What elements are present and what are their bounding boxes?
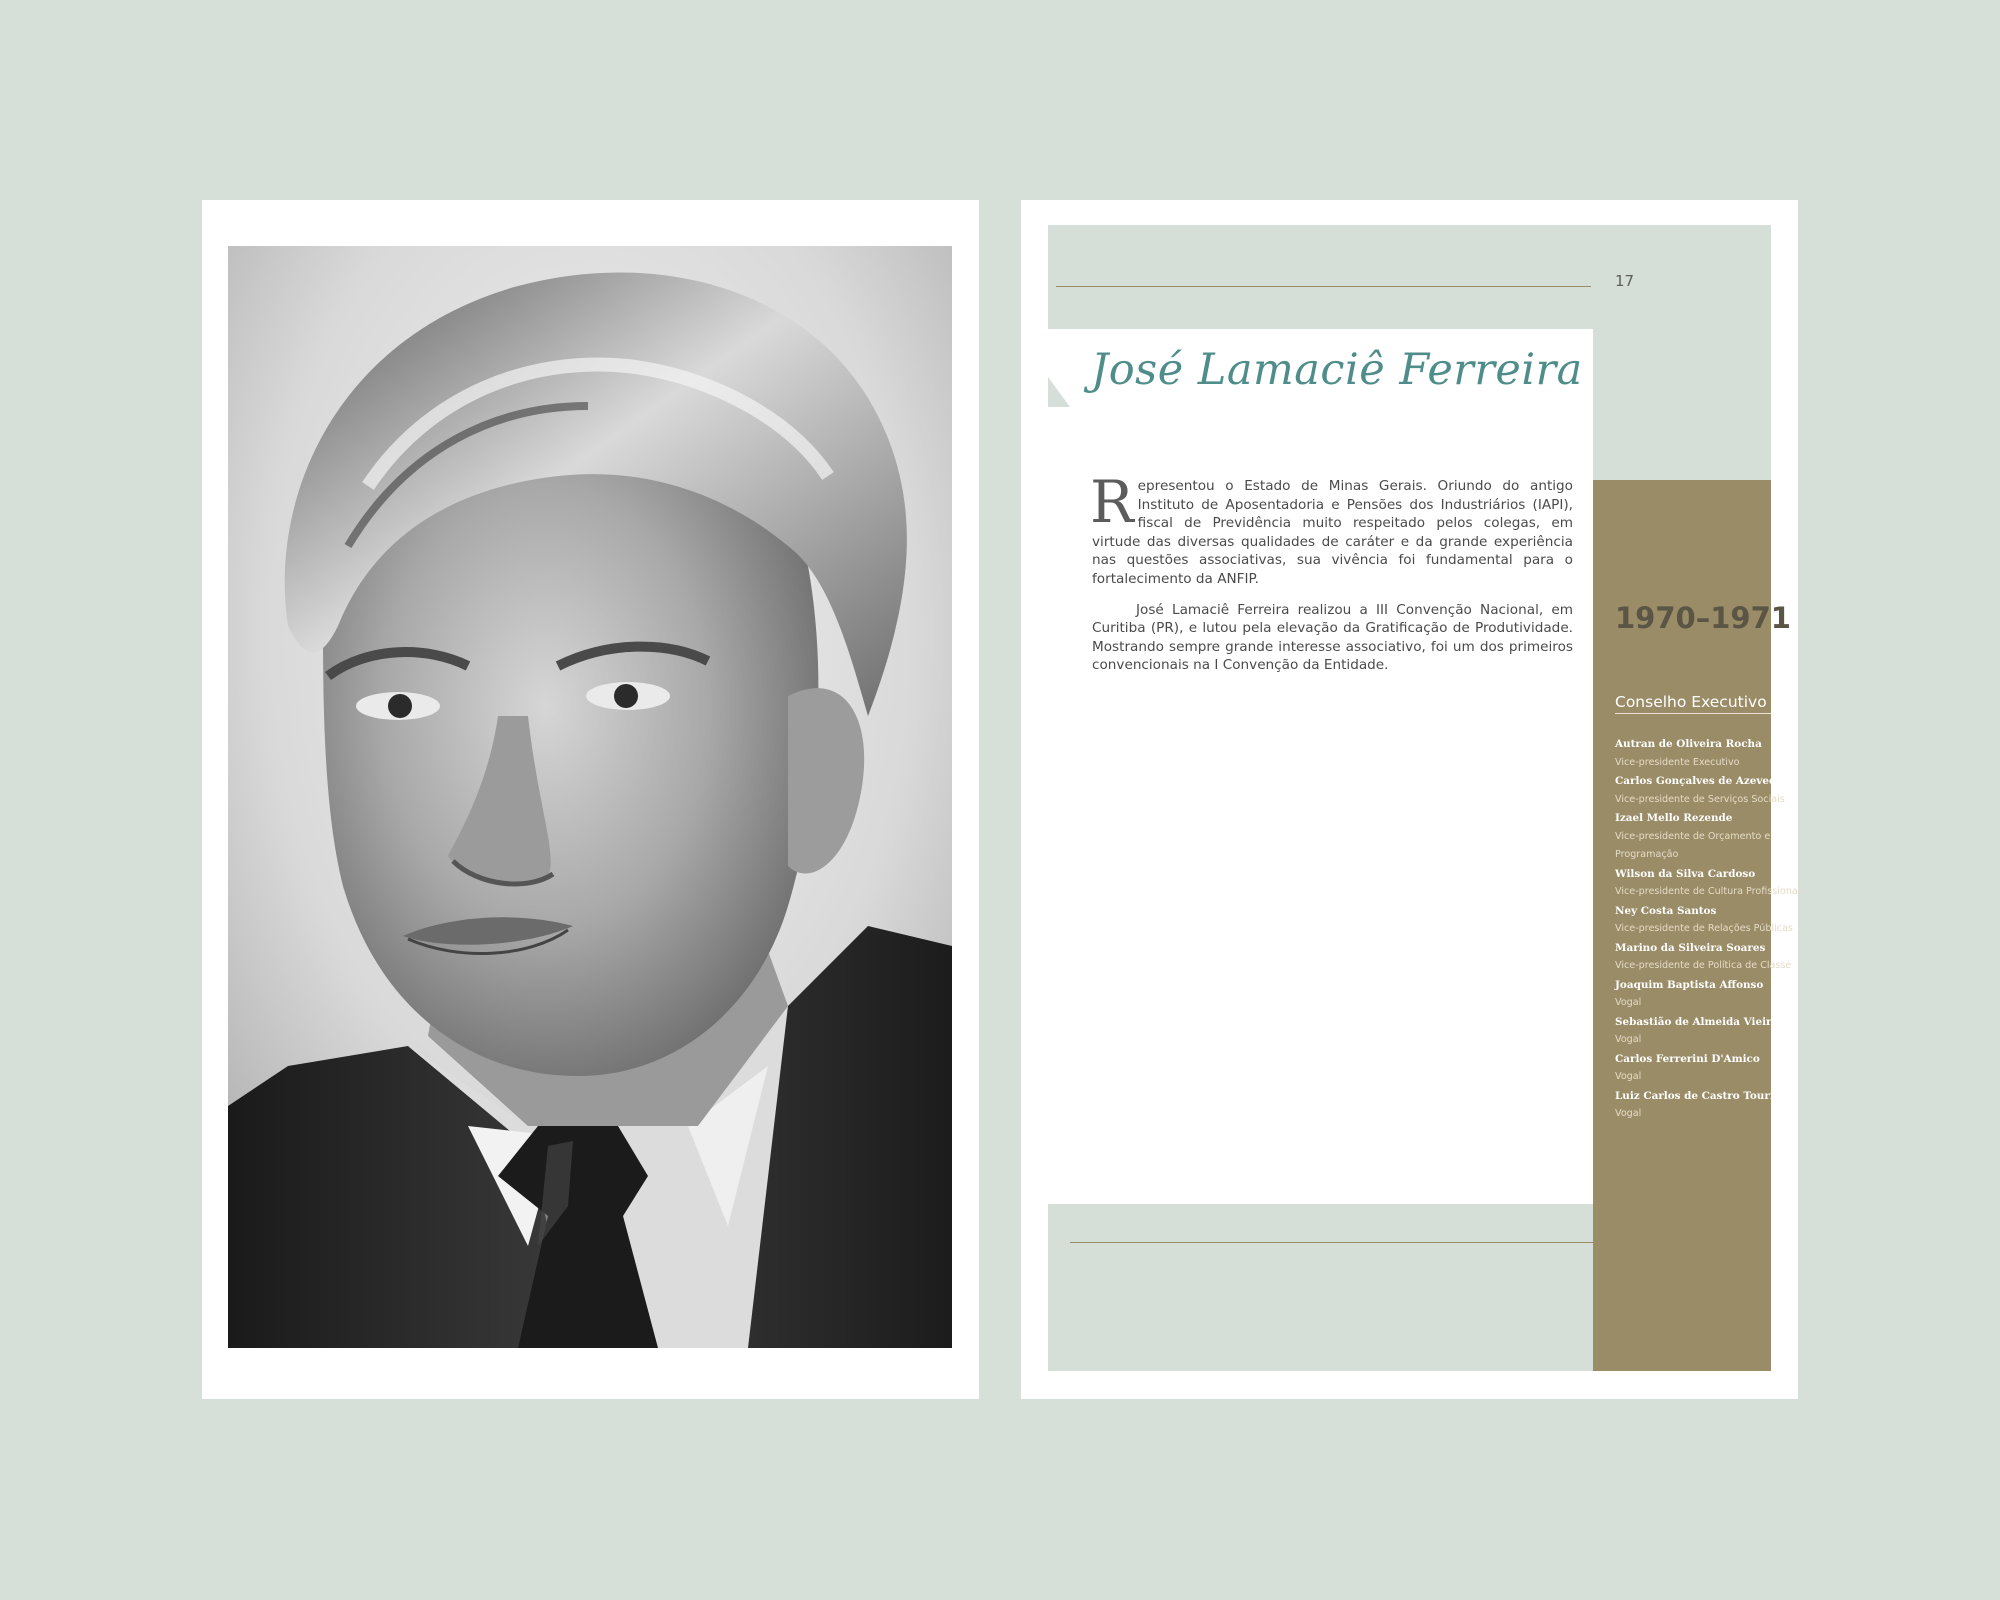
list-item bbox=[1615, 735, 1785, 772]
year-range: 1970–1971 bbox=[1615, 601, 1791, 635]
member-role: Vice-presidente de Orçamento e bbox=[1615, 830, 1771, 842]
member-name: Marino da Silveira Soares bbox=[1615, 941, 1766, 954]
member-role-continued: Programação bbox=[1615, 849, 1679, 860]
list-item bbox=[1615, 1087, 1796, 1124]
member-name: Sebastião de Almeida Vieira bbox=[1615, 1015, 1779, 1028]
member-role: Vice-presidente de Política de Classe bbox=[1615, 960, 1792, 971]
biography-text bbox=[1090, 468, 1573, 687]
list-item bbox=[1615, 1050, 1785, 1087]
list-item bbox=[1615, 772, 1785, 809]
person-name: José Lamaciê Ferreira bbox=[1091, 345, 1583, 395]
portrait-illustration bbox=[228, 246, 952, 1348]
list-item bbox=[1615, 865, 1801, 902]
member-role: Vice-presidente de Cultura Profissional bbox=[1615, 886, 1801, 897]
page-number: 17 bbox=[1615, 272, 1635, 290]
right-page bbox=[1021, 200, 1801, 1399]
council-sidebar bbox=[1593, 480, 1801, 1371]
biography-card bbox=[1048, 329, 1593, 1204]
member-name: Autran de Oliveira Rocha bbox=[1615, 738, 1762, 750]
portrait-drawing bbox=[228, 246, 952, 1348]
bio-paragraph-1-text: epresentou o Estado de Minas Gerais. Oriundo do antigo Instituto de Aposentadoria e Pensões dos Industriários (IAPI), fiscal de Previdência muito respeitado pelos colegas, em virtude das diversas qualidades de caráter e da grande experiência nas questões associativas, sua vivência foi fundamental para o fortalecimento da ANFIP. bbox=[1092, 478, 1573, 587]
list-item bbox=[1615, 809, 1785, 865]
list-item bbox=[1615, 1013, 1785, 1050]
member-name: Wilson da Silva Cardoso bbox=[1615, 867, 1756, 880]
member-role: Vogal bbox=[1615, 1034, 1642, 1045]
member-name: Carlos Ferrerini D'Amico bbox=[1615, 1052, 1760, 1065]
list-item bbox=[1615, 976, 1785, 1013]
bio-paragraph-2: José Lamaciê Ferreira realizou a III Convenção Nacional, em Curitiba (PR), e lutou pela elevação da Gratificação de Produtividade. Mostrando sempre grande interesse associativo, foi um dos primeiros convencionais na I Convenção da Entidade. bbox=[1092, 601, 1573, 674]
member-role: Vogal bbox=[1615, 997, 1642, 1008]
page-panel bbox=[1048, 225, 1801, 1371]
member-name: Luiz Carlos de Castro Tourinho bbox=[1615, 1089, 1796, 1102]
member-name: Carlos Gonçalves de Azevedo bbox=[1615, 775, 1784, 787]
left-page bbox=[202, 200, 979, 1399]
list-item bbox=[1615, 939, 1792, 976]
footer-rule bbox=[1070, 1242, 1593, 1243]
list-item bbox=[1615, 902, 1793, 939]
member-name: Ney Costa Santos bbox=[1615, 904, 1717, 917]
member-list bbox=[1615, 735, 1801, 1124]
header-rule bbox=[1056, 286, 1591, 287]
member-role: Vice-presidente Executivo bbox=[1615, 756, 1740, 768]
drop-cap: R bbox=[1090, 468, 1134, 536]
member-name: Izael Mello Rezende bbox=[1615, 812, 1733, 824]
member-role: Vice-presidente de Relações Públicas bbox=[1615, 923, 1793, 934]
member-name: Joaquim Baptista Affonso bbox=[1615, 978, 1764, 991]
bio-paragraph-1 bbox=[1090, 468, 1573, 589]
member-role: Vice-presidente de Serviços Sociais bbox=[1615, 793, 1785, 805]
card-notch bbox=[1048, 377, 1070, 407]
member-role: Vogal bbox=[1615, 1071, 1642, 1082]
member-role: Vogal bbox=[1615, 1108, 1642, 1119]
council-title: Conselho Executivo bbox=[1615, 693, 1771, 714]
